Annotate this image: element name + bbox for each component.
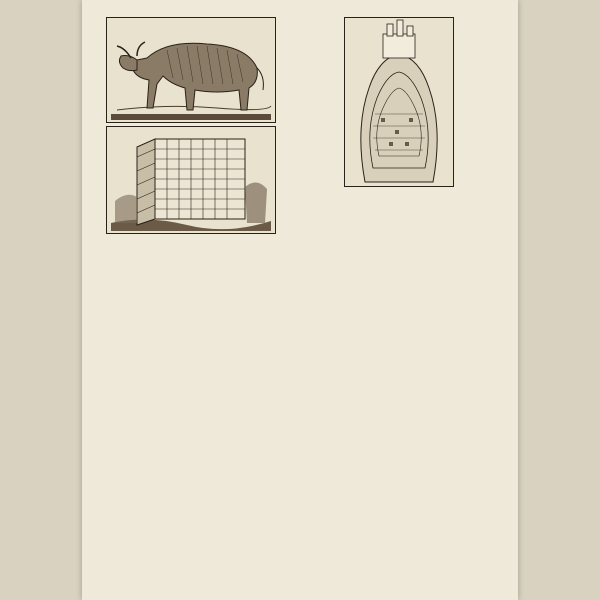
alesia-siege-illustration [345, 18, 453, 186]
gallic-wall-woodcut [106, 126, 276, 234]
alesia-woodcut [344, 17, 454, 187]
running-header [82, 2, 518, 14]
book-page [82, 0, 518, 600]
left-column [96, 14, 286, 237]
aurochs-woodcut [106, 17, 276, 123]
gallic-wall-illustration [107, 127, 275, 233]
aurochs-illustration [107, 18, 275, 122]
right-column [294, 14, 504, 190]
